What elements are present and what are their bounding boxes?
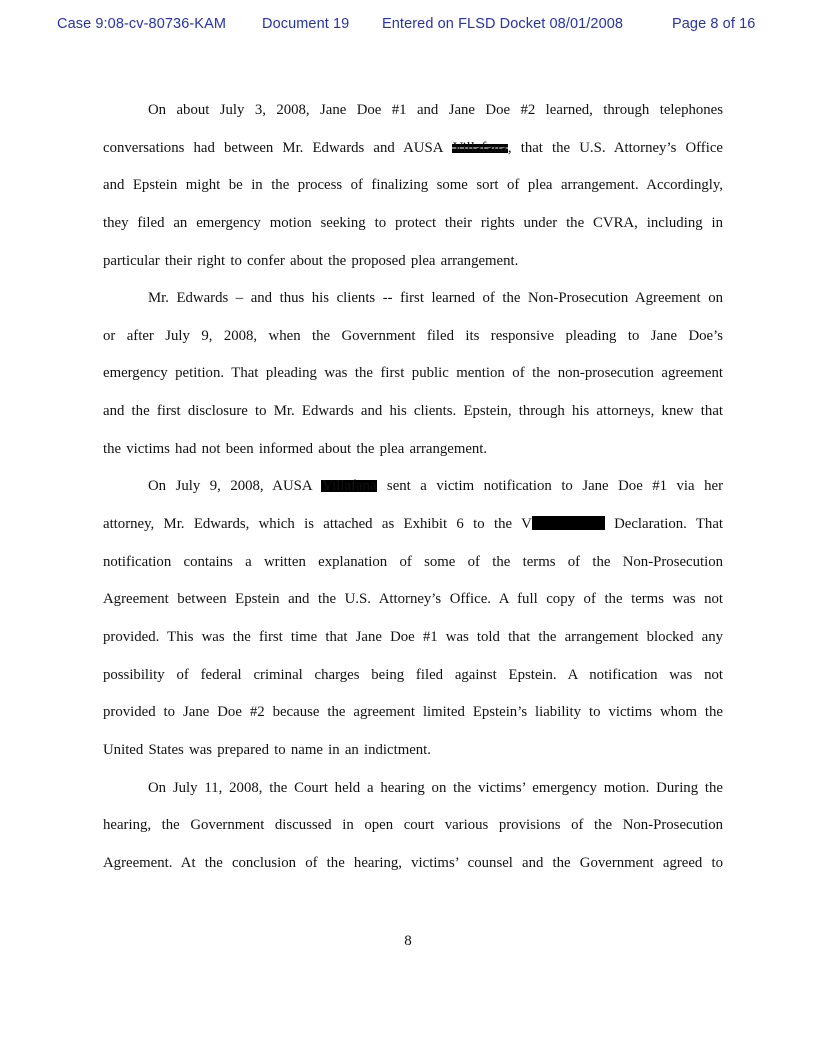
text-segment: emergency petition. That pleading was the first public mention of the non-prosecution agreement	[103, 365, 723, 382]
text-segment: they filed an emergency motion seeking to protect their rights under the CVRA, including in	[103, 214, 723, 231]
text-segment: provided. This was the first time that Jane Doe #1 was told that the arrangement blocked any	[103, 628, 723, 645]
text-line	[103, 205, 723, 243]
text-line	[103, 694, 723, 732]
text-line	[103, 92, 723, 130]
text-segment: and the first disclosure to Mr. Edwards and his clients. Epstein, through his attorneys, knew that	[103, 403, 723, 420]
text-segment: Agreement between Epstein and the U.S. Attorney’s Office. A full copy of the terms was not	[103, 591, 723, 608]
text-line	[103, 544, 723, 582]
text-segment: and Epstein might be in the process of finalizing some sort of plea arrangement. Accordingly,	[103, 177, 723, 194]
text-segment: notification contains a written explanation of some of the terms of the Non-Prosecution	[103, 553, 723, 570]
page-number: 8	[404, 933, 412, 949]
text-segment: United States was prepared to name in an indictment.	[103, 741, 431, 758]
text-line	[103, 732, 723, 770]
text-segment: or after July 9, 2008, when the Government filed its responsive pleading to Jane Doe’s	[103, 327, 723, 344]
text-line	[103, 468, 723, 506]
text-segment: On July 9, 2008, AUSA	[148, 478, 322, 495]
text-segment: sent a victim notification to Jane Doe #1 via her	[377, 478, 723, 495]
text-segment: Agreement. At the conclusion of the hearing, victims’ counsel and the Government agreed to	[103, 854, 723, 871]
text-line	[103, 619, 723, 657]
text-segment: particular their right to confer about the proposed plea arrangement.	[103, 252, 519, 269]
header-document-number: Document 19	[262, 16, 350, 32]
text-line	[103, 657, 723, 695]
text-line	[103, 506, 723, 544]
redaction-box	[532, 516, 605, 530]
text-segment: the victims had not been informed about the plea arrangement.	[103, 440, 488, 457]
text-segment: Declaration. That	[604, 516, 723, 533]
header-case-number: Case 9:08-cv-80736-KAM	[57, 16, 227, 32]
text-line	[103, 130, 723, 168]
text-line	[103, 431, 723, 469]
text-segment: provided to Jane Doe #2 because the agreement limited Epstein’s liability to victims whom the	[103, 704, 723, 721]
text-line	[103, 807, 723, 845]
text-line	[103, 243, 723, 281]
text-segment: On about July 3, 2008, Jane Doe #1 and Jane Doe #2 learned, through telephones	[148, 102, 723, 118]
text-segment: conversations had between Mr. Edwards and AUSA	[103, 139, 452, 156]
text-line	[103, 393, 723, 431]
text-line	[103, 770, 723, 808]
text-segment: possibility of federal criminal charges being filed against Epstein. A notification was not	[103, 666, 723, 683]
text-segment: On July 11, 2008, the Court held a hearing on the victims’ emergency motion. During the	[148, 779, 723, 796]
text-line	[103, 845, 723, 883]
header-page-indicator: Page 8 of 16	[672, 16, 756, 32]
text-line	[103, 167, 723, 205]
text-segment: attorney, Mr. Edwards, which is attached as Exhibit 6 to the V	[103, 516, 532, 533]
text-segment: , that the U.S. Attorney’s Office	[507, 139, 723, 156]
text-segment: hearing, the Government discussed in open court various provisions of the Non-Prosecution	[103, 817, 723, 834]
text-line	[103, 355, 723, 393]
text-line	[103, 318, 723, 356]
document-body	[103, 92, 723, 882]
text-line	[103, 280, 723, 318]
redacted-name-strikethrough: Villafana	[452, 139, 507, 156]
header-docket-entry: Entered on FLSD Docket 08/01/2008	[382, 16, 624, 32]
text-segment: Mr. Edwards – and thus his clients -- first learned of the Non-Prosecution Agreement on	[148, 290, 723, 307]
text-line	[103, 581, 723, 619]
redacted-name-strikethrough: Villafana	[322, 478, 377, 495]
